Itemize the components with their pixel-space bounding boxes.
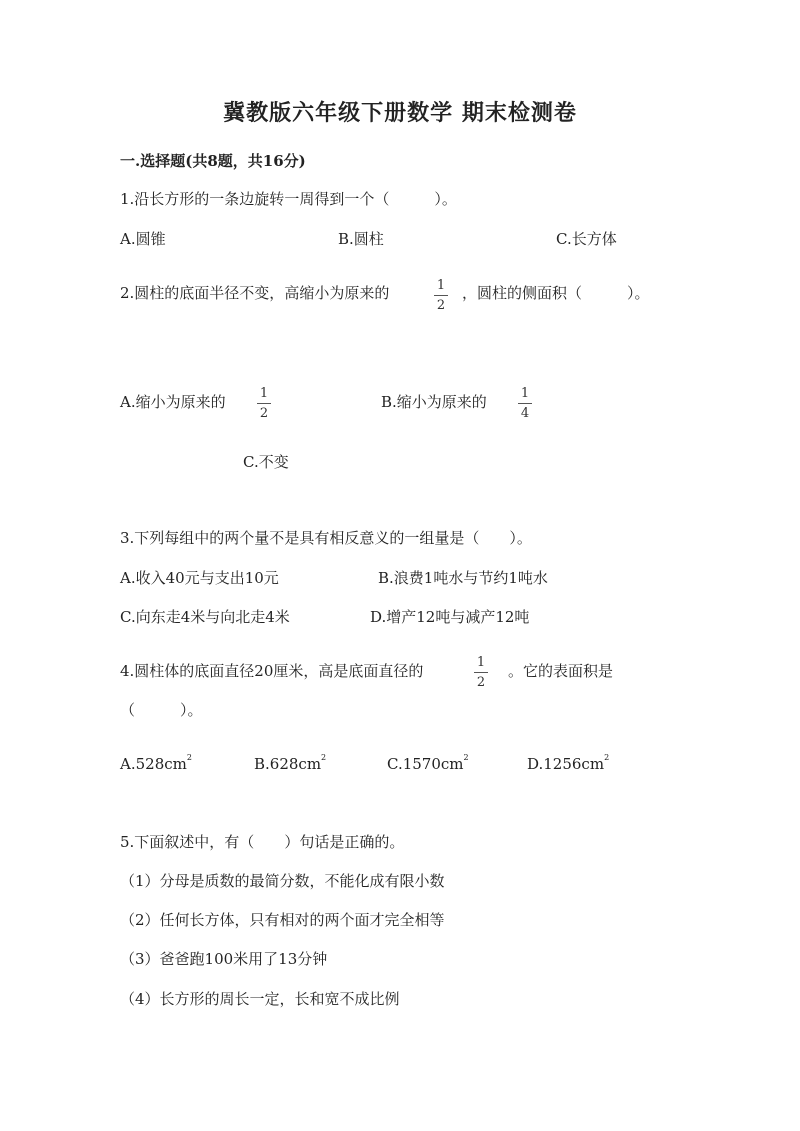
fraction-numerator: 1	[259, 386, 269, 401]
q5-statement-4: （4）长方形的周长一定，长和宽不成比例	[120, 990, 400, 1008]
fraction-bar	[474, 672, 488, 673]
q4-option-a[interactable]	[120, 755, 192, 773]
q2-option-a-fraction	[256, 387, 272, 420]
section-heading: 一.选择题(共8题，共16分)	[120, 152, 306, 170]
q1-option-b[interactable]: B.圆柱	[338, 230, 384, 248]
question-4-stem-start: 4.圆柱体的底面直径20厘米，高是底面直径的	[120, 662, 424, 680]
fraction-bar	[257, 403, 271, 404]
q3-option-b[interactable]: B.浪费1吨水与节约1吨水	[378, 569, 548, 587]
q4-option-d[interactable]	[527, 755, 609, 773]
q1-option-c[interactable]: C.长方体	[556, 230, 617, 248]
q4-fraction	[473, 656, 489, 689]
question-2-stem-start: 2.圆柱的底面半径不变，高缩小为原来的	[120, 284, 390, 302]
q3-option-d[interactable]: D.增产12吨与减产12吨	[370, 608, 530, 626]
q2-option-a[interactable]: A.缩小为原来的	[120, 393, 226, 411]
question-5-stem: 5.下面叙述中，有（ ）句话是正确的。	[120, 833, 405, 851]
q2-option-c[interactable]: C.不变	[243, 453, 289, 471]
question-1-stem: 1.沿长方形的一条边旋转一周得到一个（ ）。	[120, 190, 457, 208]
fraction-numerator: 1	[520, 386, 530, 401]
unit-superscript: 2	[321, 753, 327, 762]
q3-option-c[interactable]: C.向东走4米与向北走4米	[120, 608, 290, 626]
option-text: A.528cm	[120, 755, 187, 773]
fraction-denominator: 2	[259, 406, 269, 421]
fraction-numerator: 1	[476, 655, 486, 670]
question-4-stem-middle: 。它的表面积是	[508, 662, 614, 680]
fraction-bar	[434, 295, 448, 296]
q2-option-b[interactable]: B.缩小为原来的	[381, 393, 487, 411]
q2-fraction	[433, 279, 449, 312]
question-2-stem-end: ，圆柱的侧面积（ ）。	[462, 284, 650, 302]
fraction-denominator: 2	[476, 675, 486, 690]
fraction-bar	[518, 403, 532, 404]
q1-option-a[interactable]: A.圆锥	[120, 230, 166, 248]
q3-option-a[interactable]: A.收入40元与支出10元	[120, 569, 279, 587]
q2-option-b-fraction	[517, 387, 533, 420]
unit-superscript: 2	[463, 753, 469, 762]
fraction-denominator: 4	[520, 406, 530, 421]
q5-statement-2: （2）任何长方体，只有相对的两个面才完全相等	[120, 911, 445, 929]
unit-superscript: 2	[186, 753, 192, 762]
fraction-denominator: 2	[436, 298, 446, 313]
unit-superscript: 2	[604, 753, 610, 762]
q5-statement-1: （1）分母是质数的最简分数，不能化成有限小数	[120, 872, 445, 890]
option-text: C.1570cm	[387, 755, 464, 773]
q4-option-b[interactable]	[254, 755, 326, 773]
question-4-stem-end: （ ）。	[120, 701, 203, 719]
option-text: D.1256cm	[527, 755, 605, 773]
q5-statement-3: （3）爸爸跑100米用了13分钟	[120, 950, 328, 968]
page-title: 冀教版六年级下册数学 期末检测卷	[223, 100, 577, 126]
fraction-numerator: 1	[436, 278, 446, 293]
question-3-stem: 3.下列每组中的两个量不是具有相反意义的一组量是（ ）。	[120, 529, 532, 547]
q4-option-c[interactable]	[387, 755, 469, 773]
option-text: B.628cm	[254, 755, 322, 773]
